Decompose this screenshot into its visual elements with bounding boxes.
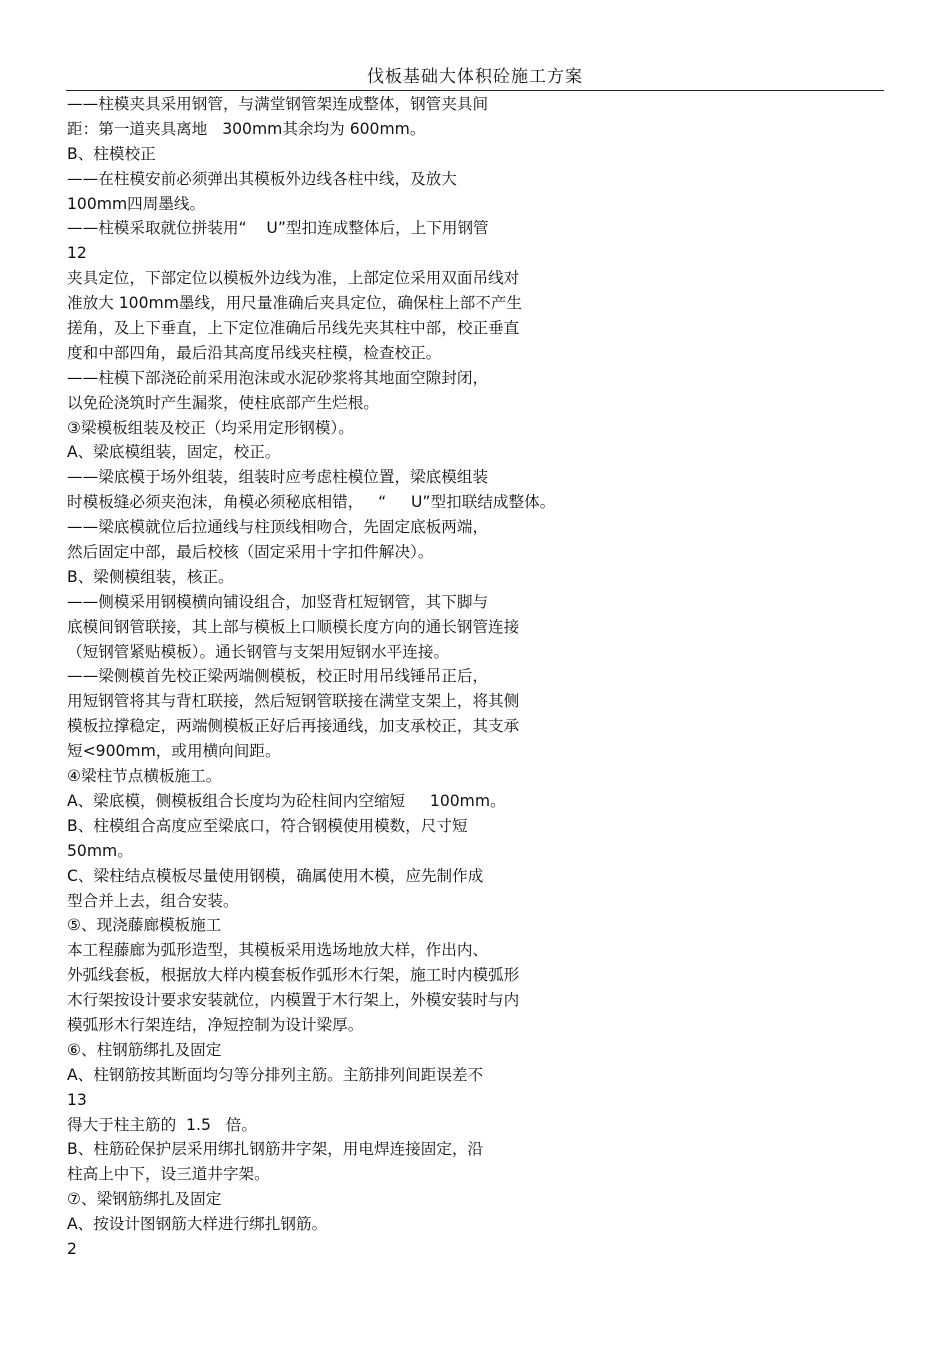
text-line: ——梁底模于场外组装，组装时应考虑柱模位置，梁底模组装 (67, 468, 489, 487)
header-divider (66, 90, 884, 91)
text-line: 底模间钢管联接，其上部与模板上口顺模长度方向的通长钢管连接 (67, 617, 520, 636)
text-line: 距：第一道夹具离地 300mm其余均为 600mm。 (67, 119, 426, 138)
text-line: B、柱筋砼保护层采用绑扎钢筋井字架，用电焊连接固定，沿 (67, 1140, 484, 1159)
text-line: 短<900mm，或用横向间距。 (67, 742, 281, 761)
text-line: 得大于柱主筋的 1.5 倍。 (67, 1115, 257, 1134)
text-line: 外弧线套板，根据放大样内模套板作弧形木行架，施工时内模弧形 (67, 966, 520, 985)
text-line: ——柱模采取就位拼装用“ U”型扣连成整体后，上下用钢管 (67, 219, 489, 238)
text-line: 然后固定中部，最后校核（固定采用十字扣件解决）。 (67, 543, 434, 562)
text-line: ——在柱模安前必须弹出其模板外边线各柱中线，及放大 (67, 169, 457, 188)
text-line: ——柱模夹具采用钢管，与满堂钢管架连成整体，钢管夹具间 (67, 95, 489, 113)
text-line: ④梁柱节点横板施工。 (67, 767, 222, 786)
text-line: A、按设计图钢筋大样进行绑扎钢筋。 (67, 1215, 328, 1234)
text-line: （短钢管紧贴模板）。通长钢管与支架用短钢水平连接。 (67, 642, 450, 661)
page-header-title: 伐板基础大体积砼施工方案 (367, 67, 583, 87)
text-line: ——梁侧模首先校正梁两端侧模板，校正时用吊线锤吊正后， (67, 667, 489, 686)
text-line: 木行架按设计要求安装就位，内模置于木行架上，外模安装时与内 (67, 991, 520, 1010)
text-line: 用短钢管将其与背杠联接，然后短钢管联接在满堂支架上，将其侧 (67, 692, 520, 711)
text-line: C、梁柱结点模板尽量使用钢模，确属使用木模，应先制作成 (67, 866, 484, 885)
text-line: 100mm四周墨线。 (67, 194, 206, 213)
text-line: 搓角，及上下垂直，上下定位准确后吊线先夹其柱中部，校正垂直 (67, 319, 520, 338)
text-line: A、柱钢筋按其断面均匀等分排列主筋。主筋排列间距误差不 (67, 1065, 484, 1084)
text-line: B、柱模组合高度应至梁底口，符合钢模使用模数，尺寸短 (67, 816, 468, 835)
text-line: 12 (67, 244, 87, 263)
text-line: ——柱模下部浇砼前采用泡沫或水泥砂浆将其地面空隙封闭， (67, 368, 489, 387)
text-line: 2 (67, 1239, 77, 1258)
text-line: 模弧形木行架连结，净短控制为设计梁厚。 (67, 1015, 364, 1034)
text-line: 准放大 100mm墨线，用尺量准确后夹具定位，确保柱上部不产生 (67, 294, 522, 313)
text-line: A、梁底模组装，固定，校正。 (67, 443, 281, 462)
text-line: 以免砼浇筑时产生漏浆，使柱底部产生烂根。 (67, 393, 379, 412)
text-line: 本工程藤廊为弧形造型，其模板采用选场地放大样，作出内、 (67, 941, 489, 960)
document-body (67, 92, 887, 1262)
text-line: 50mm。 (67, 841, 133, 860)
text-line: 模板拉撑稳定，两端侧模板正好后再接通线，加支承校正，其支承 (67, 717, 520, 736)
text-line: 夹具定位，下部定位以模板外边线为准，上部定位采用双面吊线对 (67, 269, 520, 288)
text-line: 时模板缝必须夹泡沫，角模必须秘底相错， “ U”型扣联结成整体。 (67, 493, 556, 512)
text-line: ——梁底模就位后拉通线与柱顶线相吻合，先固定底板两端， (67, 518, 489, 537)
text-line: 13 (67, 1090, 87, 1109)
text-line: B、柱模校正 (67, 144, 156, 163)
text-line: ⑤、现浇藤廊模板施工 (67, 916, 222, 935)
text-line: A、梁底模，侧模板组合长度均为砼柱间内空缩短 100mm。 (67, 791, 506, 810)
text-line: ③梁模板组装及校正（均采用定形钢模）。 (67, 418, 354, 437)
text-line: B、梁侧模组装，核正。 (67, 567, 234, 586)
text-line: ——侧模采用钢模横向铺设组合，加竖背杠短钢管，其下脚与 (67, 592, 489, 611)
text-line: ⑦、梁钢筋绑扎及固定 (67, 1190, 222, 1209)
text-line: 型合并上去，组合安装。 (67, 891, 239, 910)
text-line: 柱高上中下，设三道井字架。 (67, 1165, 270, 1184)
text-line: ⑥、柱钢筋绑扎及固定 (67, 1040, 222, 1059)
text-line: 度和中部四角，最后沿其高度吊线夹柱模，检查校正。 (67, 343, 442, 362)
